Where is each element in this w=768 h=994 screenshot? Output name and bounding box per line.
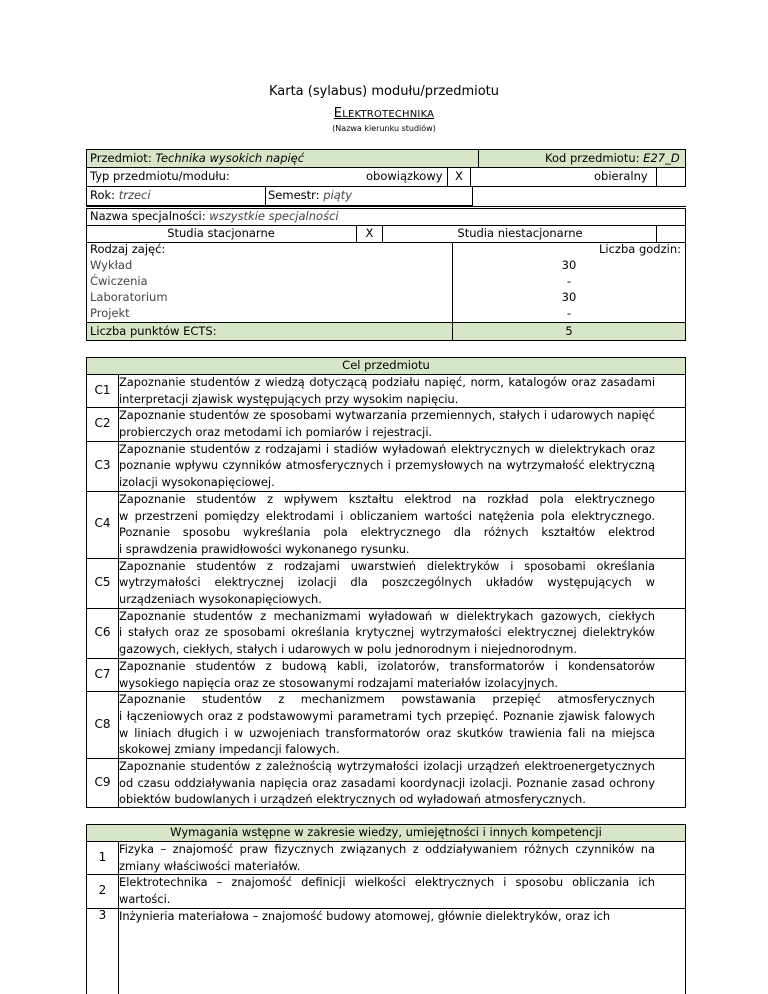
ects-label: Liczba punktów ECTS: (90, 324, 217, 338)
goal-id: C3 (94, 457, 111, 472)
goal-line: Zapoznanie studentów z wiedzą dotyczącą podziału napięć, norm, katalogów oraz zasadami (119, 375, 655, 389)
class-name-laboratory: Laboratorium (90, 290, 168, 304)
class-hours-exercises: - (566, 274, 572, 288)
hours-label: Liczba godzin: (599, 242, 681, 256)
goal-text (119, 441, 655, 491)
goal-id: C8 (94, 716, 111, 731)
requirements-title: Wymagania wstępne w zakresie wiedzy, umiejętności i innych kompetencji (170, 825, 602, 839)
semester: Semestr: piąty (268, 188, 353, 202)
goal-line: w przestrzeni pomiędzy elektrodami i obliczaniem wartości natężenia pola elektrycznego. (119, 508, 655, 523)
goal-line: i sprawdzenia prawidłowości wykonanego rysunku. (119, 541, 410, 556)
elective-label: obieralny (594, 169, 648, 183)
goal-line: wysokiego napięcia oraz ze stosowanymi rodzajami materiałów izolacyjnych. (119, 675, 559, 690)
goal-id: C5 (94, 574, 111, 589)
goal-line: obiektów budowlanych i urządzeń elektrycznych od wyładowań atmosferycznych. (119, 792, 586, 807)
goal-line: i stałych oraz ze sposobami określania krytycznej wytrzymałości elektrycznej dielektryków (119, 625, 655, 640)
field-rest: LEKTROTECHNIKA (342, 109, 435, 120)
goal-line: Zapoznanie studentów z budową kabli, izolatorów, transformatorów i kondensatorów (119, 658, 655, 673)
goal-line: Zapoznanie studentów ze sposobami wytwarzania przemiennych, stałych i udarowych napięć (119, 408, 655, 423)
part-time-label: Studia niestacjonarne (457, 226, 583, 240)
requirement-id: 3 (98, 908, 107, 923)
requirement-line: Elektrotechnika – znajomość definicji wielkości elektrycznych i sposobu obliczania ich (119, 875, 655, 890)
goal-text (119, 374, 655, 407)
goal-line: wytrzymałości elektrycznej izolacji dla poszczególnych układów występujących w (119, 575, 655, 590)
requirement-line: Fizyka – znajomość praw fizycznych związanych z oddziaływaniem różnych czynników na (119, 842, 655, 856)
specialization: Nazwa specjalności: wszystkie specjalności (90, 209, 339, 223)
class-hours-lecture: 30 (561, 258, 577, 272)
mandatory-label: obowiązkowy (366, 169, 443, 183)
goal-line: poznanie wpływu czynników atmosferycznych i przemysłowych na wytrzymałość elektryczną (119, 458, 655, 473)
goal-id: C1 (94, 382, 111, 397)
requirement-id: 2 (98, 883, 107, 898)
requirement-line: wartości. (119, 892, 171, 907)
field-first-letter: E (333, 106, 343, 121)
goal-id: C7 (94, 666, 111, 681)
goal-line: Zapoznanie studentów z rodzajami uwarstwień dielektryków i sposobami określania (119, 558, 655, 573)
class-name-exercises: Ćwiczenia (90, 274, 148, 288)
syllabus-title: Karta (sylabus) modułu/przedmiotu (268, 84, 500, 99)
requirement-text (119, 908, 655, 925)
goals-title: Cel przedmiotu (342, 358, 430, 372)
requirement-line: Inżynieria materiałowa – znajomość budowy atomowej, głównie dielektryków, oraz ich (119, 908, 611, 923)
class-name-project: Projekt (90, 306, 130, 320)
goal-id: C4 (94, 516, 111, 531)
field-of-study (0, 106, 768, 121)
goal-line: Zapoznanie studentów z mechanizmem powstawania przepięć atmosferycznych (119, 692, 655, 707)
goal-line: Zapoznanie studentów z mechanizmami wyładowań w dielektrykach gazowych, ciekłych (119, 608, 655, 623)
subject-divider (478, 149, 479, 168)
full-time-mark: X (365, 226, 374, 240)
goal-line: Zapoznanie studentów z zależnością wytrzymałości izolacji urządzeń elektroenergetycznych (119, 759, 655, 774)
requirement-id: 1 (98, 849, 107, 864)
goal-line: Zapoznanie studentów z rodzajami i stadiów wyładowań elektrycznych w dielektrykach oraz (119, 441, 655, 456)
goal-line: probierczych oraz metodami ich pomiarów i rejestracji. (119, 425, 433, 440)
goal-id: C2 (94, 416, 111, 431)
goal-line: od czasu oddziaływania napięcia oraz zasadami koordynacji izolacji. Poznanie zasad ochrony (119, 775, 655, 790)
requirement-text (119, 841, 655, 874)
goal-line: w liniach długich i w uzwojeniach transformatorów oraz skutków trawienia fali na miejsca (119, 725, 655, 740)
requirement-text (119, 874, 655, 907)
goal-text (119, 758, 655, 808)
goal-text (119, 658, 655, 691)
goal-line: gazowych, ciekłych, stałych i udarowych w polu jednorodnym i niejednorodnym. (119, 642, 578, 657)
class-hours-project: - (566, 306, 572, 320)
class-hours-laboratory: 30 (561, 290, 577, 304)
goal-text (119, 491, 655, 558)
ects-value: 5 (565, 324, 573, 338)
goal-id: C6 (94, 624, 111, 639)
goal-line: i łączeniowych oraz z podstawowymi parametrami tych przepięć. Poznanie zjawisk falowych (119, 708, 655, 723)
goal-line: Poznanie sposobu wykreślania pola elektrycznego dla różnych kształtów elektrod (119, 525, 655, 540)
course-code: Kod przedmiotu: E27_D (545, 151, 680, 165)
goal-text (119, 558, 655, 608)
goal-line: interpretacji zjawisk występujących przy wysokim napięciu. (119, 391, 459, 406)
goal-text (119, 691, 655, 758)
elective-checkbox (656, 168, 686, 187)
full-time-label: Studia stacjonarne (167, 226, 275, 240)
goal-text (119, 608, 655, 658)
goal-text (119, 407, 655, 440)
subject: Przedmiot: Technika wysokich napięć (90, 151, 305, 165)
requirement-line: zmiany właściwości materiałów. (119, 858, 301, 873)
year: Rok: trzeci (90, 188, 151, 202)
field-note: (Nazwa kierunku studiów) (332, 124, 436, 133)
goal-id: C9 (94, 775, 111, 790)
class-name-lecture: Wykład (90, 258, 133, 272)
goal-line: Zapoznanie studentów z wpływem kształtu elektrod na rozkład pola elektrycznego (119, 491, 655, 506)
classes-label: Rodzaj zajęć: (90, 242, 166, 256)
type-label: Typ przedmiotu/modułu: (90, 169, 230, 183)
goal-line: skokowej zmiany impedancji falowych. (119, 742, 340, 757)
goal-line: izolacji wysokonapięciowej. (119, 475, 275, 490)
goal-line: urządzeniach wysokonapięciowych. (119, 592, 322, 607)
mandatory-mark: X (455, 169, 463, 183)
